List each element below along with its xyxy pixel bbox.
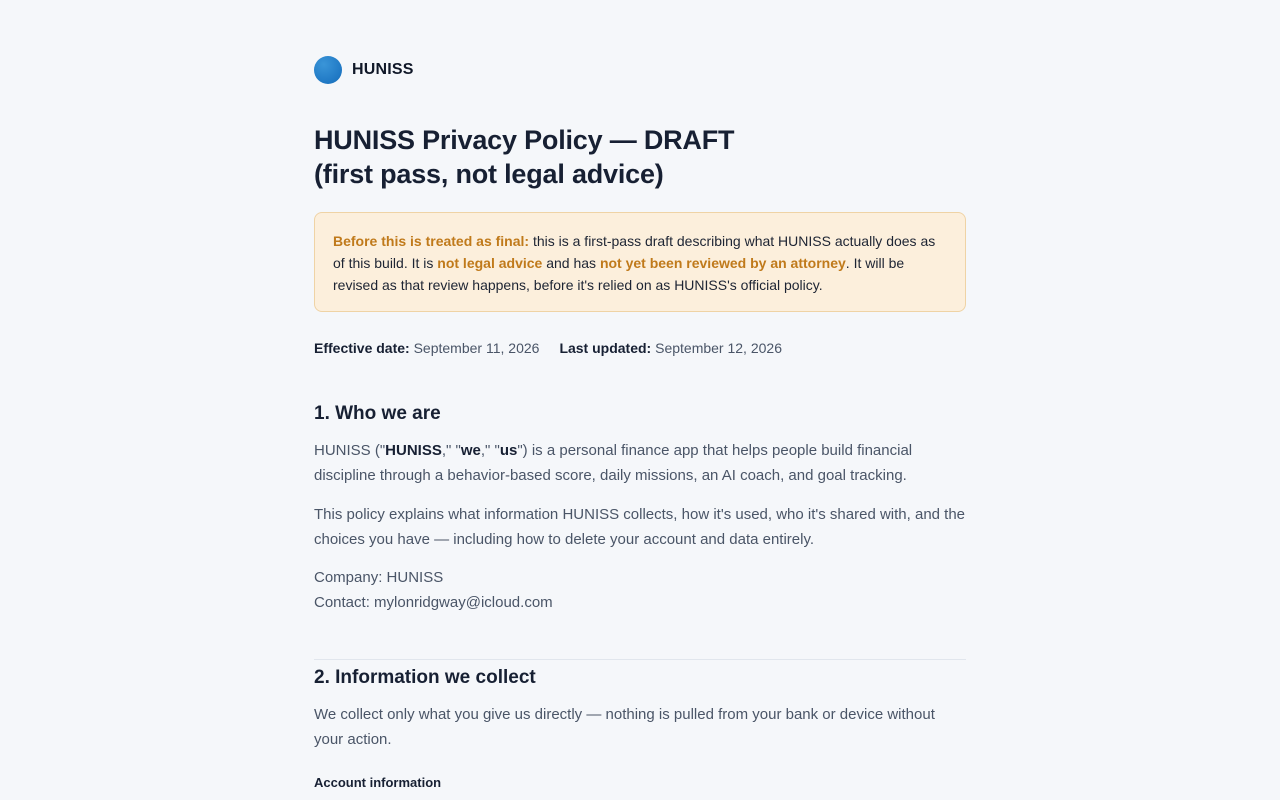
brand-header[interactable] — [314, 56, 414, 84]
who-paragraph-1: HUNISS ("HUNISS," "we," "us") is a personal finance app that helps people build financial discipline through a behavior-based score, daily missions, an AI coach, and goal tracking. — [314, 442, 913, 484]
contact-email[interactable]: Contact: mylonridgway@icloud.com — [314, 594, 553, 611]
brand-logo-icon — [314, 56, 342, 84]
who-paragraph-2: This policy explains what information HUNISS collects, how it's used, who it's shared with, and the choices you have — including how to delete your account and data entirely. — [314, 506, 966, 548]
notice-text-1: this is a first-pass draft describing what HUNISS actually does as of this build. It is — [333, 233, 936, 271]
section-heading-information-we-collect: 2. Information we collect — [314, 667, 536, 688]
page-title-line-1: HUNISS Privacy Policy — DRAFT — [314, 125, 735, 155]
page-title-line-2: (first pass, not legal advice) — [314, 159, 664, 189]
last-updated-label: Last updated: — [559, 340, 652, 356]
subheading-account-information: Account information — [314, 775, 442, 790]
page-title — [314, 123, 734, 191]
notice-text-2: and has — [542, 255, 600, 271]
effective-date-value: September 11, 2026 — [413, 340, 540, 356]
term-we: we — [460, 442, 481, 459]
collect-paragraph-1: We collect only what you give us directly — nothing is pulled from your bank or device without your action. — [314, 706, 935, 748]
effective-date-label: Effective date: — [314, 340, 410, 356]
company-info — [314, 565, 966, 615]
company-name: Company: HUNISS — [314, 569, 444, 586]
last-updated-value: September 12, 2026 — [655, 340, 782, 356]
notice-text-3: . It will be revised as that review happens, before it's relied on as HUNISS's official policy. — [333, 255, 905, 293]
section-divider — [314, 659, 966, 660]
policy-dates — [314, 338, 782, 358]
draft-notice — [314, 212, 966, 312]
term-us: us — [499, 442, 518, 459]
term-huniss: HUNISS — [385, 442, 442, 459]
notice-highlight-attorney: not yet been reviewed by an attorney — [599, 255, 846, 271]
notice-highlight-legal-advice: not legal advice — [437, 255, 543, 271]
notice-lead: Before this is treated as final: — [333, 233, 530, 249]
brand-name: HUNISS — [352, 61, 414, 78]
section-heading-who-we-are: 1. Who we are — [314, 403, 441, 424]
